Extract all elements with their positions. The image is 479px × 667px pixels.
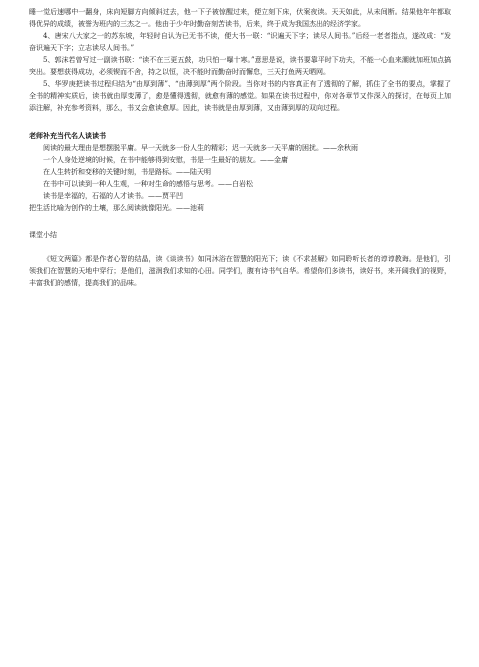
summary-title: 课堂小结 — [29, 231, 57, 239]
paragraph-anecdote-economist: 睡一觉后速哪中一翻身，床向短脚方向倾斜过去，他一下子被惊醒过来，便立刻下床，伏案夜读。天天如此，从未间断。结果他年年都取得优异的成绩，被誉为班内的三杰之一。他由于少年时勤奋刻苦读书，后来，终于成为我国杰出的经济学家。 — [29, 8, 451, 28]
quote-item: 一个人身处逆境的时候，在书中能够得到安慰，书是一生最好的朋友。——金庸 — [43, 156, 288, 164]
summary-paragraph: 《短文两篇》都是作者心智的结晶，读《谈读书》如同沐浴在智慧的阳光下；读《不求甚解》如同聆听长者的谆谆教诲。是他们，引领我们在智慧的天地中穿行；是他们，滋润我们求知的心田。同学们，腹有诗书气自华。希望你们多读书，读好书，来开阔我们的视野，丰富我们的感情，提高我们的品味。 — [29, 255, 451, 287]
quote-item: 阅读的最大理由是想摆脱平庸。早一天就多一份人生的精彩；迟一天就多一天平庸的困扰。——余秋雨 — [43, 144, 358, 152]
paragraph-hua-luogeng: 5、华罗庚把读书过程归结为“由厚到薄”、“由薄到厚”两个阶段。当你对书的内容真正有了透彻的了解，抓住了全书的要点，掌握了全书的精神实质后，读书就由厚变薄了，愈是懂得透彻，就愈有薄的感觉。如果在读书过程中，你对各章节又作深入的探讨，在每页上加添注解，补充参考资料，那么，书又会愈读愈厚。因此，读书就是由厚到薄，又由薄到厚的双向过程。 — [29, 80, 451, 112]
quote-item: 读书是幸福的，石福的人才读书。——贾平凹 — [43, 192, 183, 200]
paragraph-guo-moruo: 5、郭沫若曾写过一副读书联：“读不在三更五鼓，功只怕一曝十寒。”意思是说，读书要靠平时下功夫，不能一心血来潮就加班加点搞突出。要想获得成功，必须锲而不舍，持之以恒，决不能时而勤奋时而懈怠，三天打鱼两天晒网。 — [29, 56, 451, 76]
quote-item: 在书中可以读到一种人生观，一种对生命的感悟与思考。——白岩松 — [43, 180, 253, 188]
document-page — [29, 6, 451, 289]
paragraph-su-dongpo: 4、唐宋八大家之一的苏东坡，年轻时自认为已无书不读，便大书一联：“识遍天下字；读尽人间书。”后经一老者指点，遂改成：“发奋识遍天下字；立志读尽人间书。” — [29, 32, 451, 52]
section-heading: 老师补充当代名人谈读书 — [29, 131, 106, 140]
quote-item: 把生活比喻为创作的土壤，那么阅读就像阳光。——池莉 — [29, 204, 204, 212]
quote-item: 在人生转折和变移的关键时刻，书是路标。——陆天明 — [43, 168, 211, 176]
